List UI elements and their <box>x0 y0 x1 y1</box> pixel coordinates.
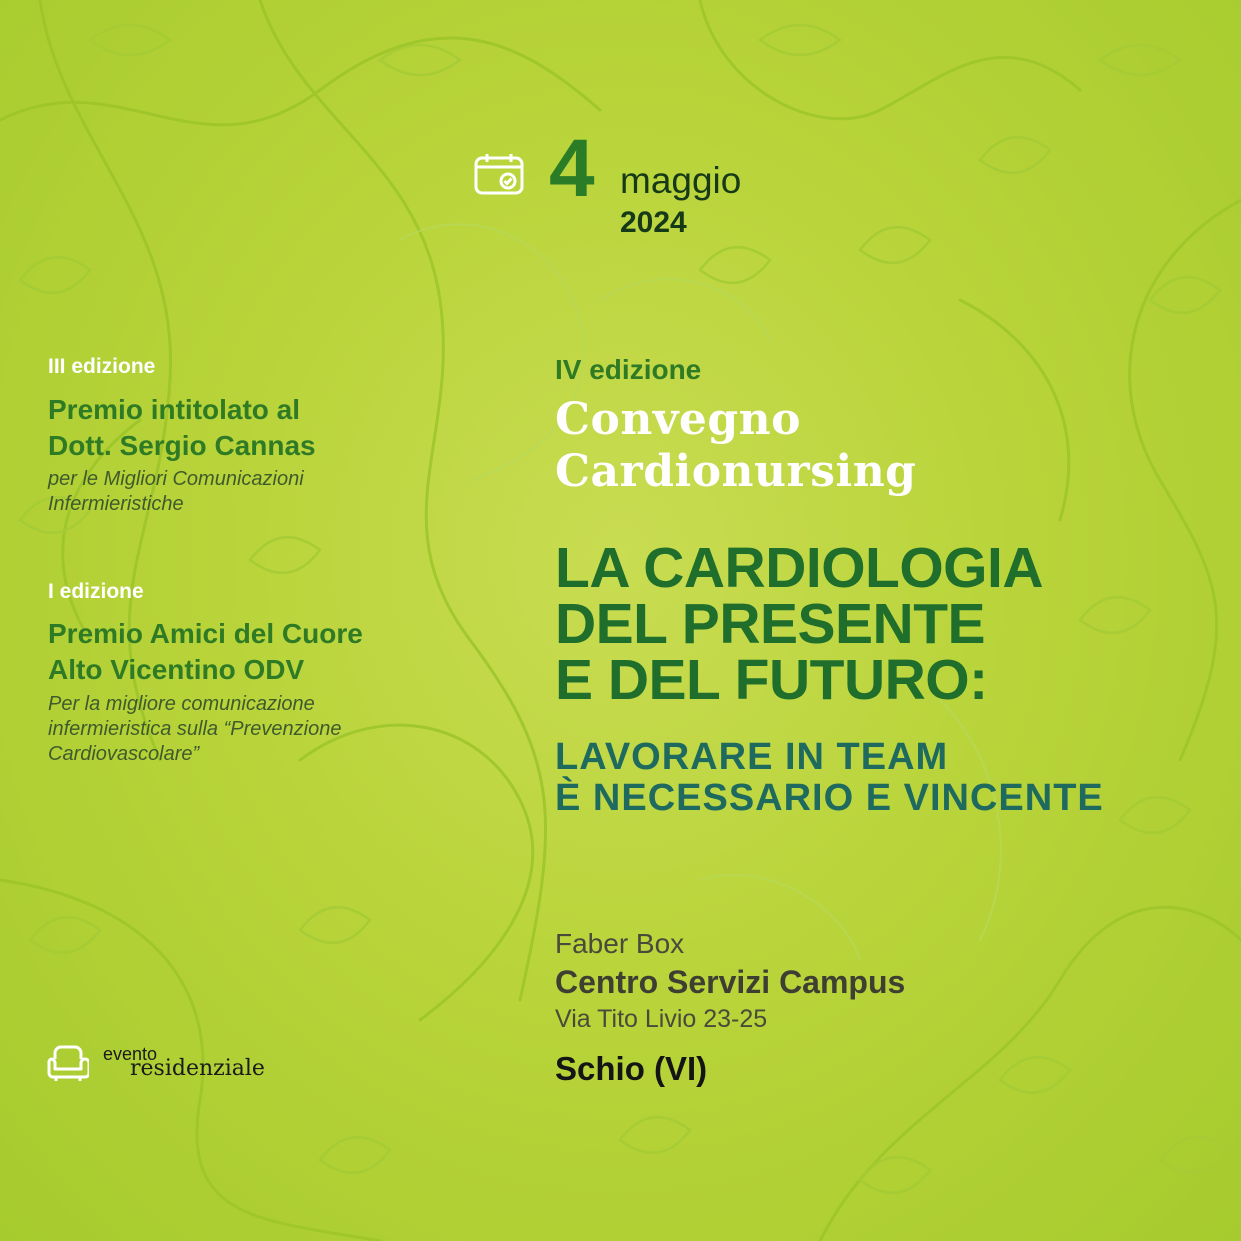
award-2-edition: I edizione <box>48 580 144 603</box>
venue-address: Via Tito Livio 23-25 <box>555 1005 768 1033</box>
headline-line1: LA CARDIOLOGIA <box>555 536 1044 600</box>
event-headline <box>555 536 1044 712</box>
award-1-subtitle-line1: per le Migliori Comunicazioni <box>48 468 304 490</box>
calendar-check-icon <box>474 153 524 195</box>
convegno-name-line2: Cardionursing <box>555 446 917 497</box>
event-month: maggio <box>620 160 742 201</box>
badge-label-bottom: residenziale <box>130 1056 265 1081</box>
event-subheadline <box>555 737 1104 819</box>
venue-name: Faber Box <box>555 928 685 959</box>
venue-building: Centro Servizi Campus <box>555 964 906 1000</box>
event-day: 4 <box>549 123 594 214</box>
armchair-icon <box>47 1045 89 1083</box>
event-year: 2024 <box>620 206 687 239</box>
subhead-line1: LAVORARE IN TEAM <box>555 736 949 778</box>
headline-line2: DEL PRESENTE <box>555 592 986 656</box>
award-2-title-line2: Alto Vicentino ODV <box>48 654 305 685</box>
convegno-name-line1: Convegno <box>555 394 802 445</box>
award-2-title-line1: Premio Amici del Cuore <box>48 618 363 649</box>
award-2-subtitle-line1: Per la migliore comunicazione <box>48 693 315 715</box>
award-1-title-line1: Premio intitolato al <box>48 394 301 425</box>
award-1-title-line2: Dott. Sergio Cannas <box>48 430 316 461</box>
subhead-line2: È NECESSARIO E VINCENTE <box>555 777 1104 819</box>
award-2-subtitle-line3: Cardiovascolare” <box>48 743 200 765</box>
convegno-edition: IV edizione <box>555 354 702 385</box>
venue-city: Schio (VI) <box>555 1050 708 1087</box>
headline-line3: E DEL FUTURO: <box>555 648 988 712</box>
award-2-subtitle-line2: infermieristica sulla “Prevenzione <box>48 718 342 740</box>
convegno-name <box>555 394 916 498</box>
award-1-edition: III edizione <box>48 355 156 378</box>
badge-label-top: evento <box>103 1044 158 1064</box>
award-1-subtitle-line2: Infermieristiche <box>48 493 184 515</box>
